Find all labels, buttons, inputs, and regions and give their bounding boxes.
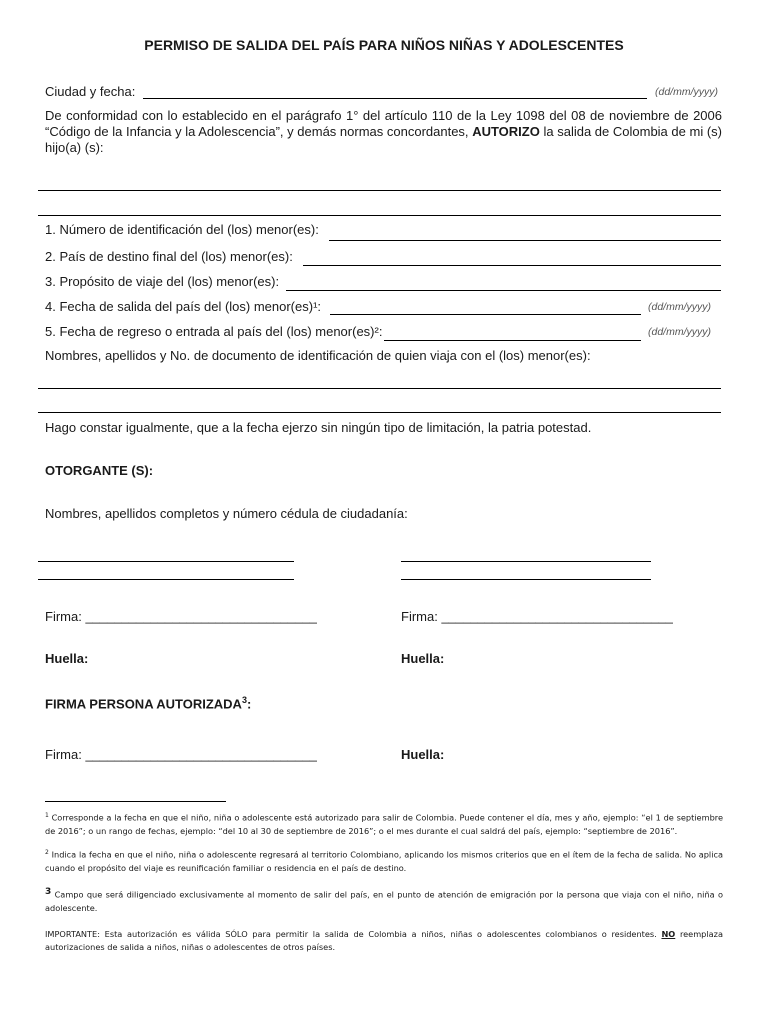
authorized-heading xyxy=(45,692,251,712)
field-5-input[interactable] xyxy=(384,340,641,341)
authorized-signature[interactable]: Firma: ________________________________ xyxy=(45,747,317,762)
companion-label: Nombres, apellidos y No. de documento de identificación de quien viaja con el (los) menor(es): xyxy=(45,348,591,363)
authorized-footnote-ref: 3 xyxy=(241,695,247,705)
field-5-label: 5. Fecha de regreso o entrada al país del (los) menor(es)²: xyxy=(45,324,383,339)
grantor-2-fingerprint: Huella: xyxy=(401,651,445,666)
footnote-1-number: 1 xyxy=(45,812,49,819)
intro-paragraph xyxy=(45,108,722,156)
grantor-2-name-line[interactable] xyxy=(401,561,651,562)
grantor-1-name-line[interactable] xyxy=(38,561,294,562)
page-title: PERMISO DE SALIDA DEL PAÍS PARA NIÑOS NIÑAS Y ADOLESCENTES xyxy=(144,37,624,53)
companion-line-2[interactable] xyxy=(38,412,721,413)
footnote-3-text: Campo que será diligenciado exclusivamente al momento de salir del país, en el punto de atención de emigración por la persona que viaja con el niño, niña o adolescente. xyxy=(45,889,723,913)
city-date-format-hint: (dd/mm/yyyy) xyxy=(655,86,718,98)
footnote-1 xyxy=(45,809,723,838)
grantor-2-signature[interactable]: Firma: ________________________________ xyxy=(401,609,673,624)
important-note xyxy=(45,928,723,954)
grantor-2-id-line[interactable] xyxy=(401,579,651,580)
footnote-2-text: Indica la fecha en que el niño, niña o adolescente regresará al territorio Colombiano, aplicando los mismos criterios que en el ítem de la fecha de salida. No aplica cuando el propósito del viaje es reunificación familiar o residencia en el país de destino. xyxy=(45,849,724,873)
authorized-heading-text: FIRMA PERSONA AUTORIZADA xyxy=(45,696,242,712)
footnote-3-number: 3 xyxy=(45,887,52,897)
important-text-1: Esta autorización es válida SÓLO para permitir la salida de Colombia a niños, niñas o adolescentes colombianos o residentes. xyxy=(104,929,657,939)
field-3-input[interactable] xyxy=(286,290,721,291)
field-5-format-hint: (dd/mm/yyyy) xyxy=(648,326,711,338)
important-no: NO xyxy=(661,929,676,939)
authorized-heading-colon: : xyxy=(246,696,252,712)
field-4-input[interactable] xyxy=(330,314,641,315)
custody-statement: Hago constar igualmente, que a la fecha ejerzo sin ningún tipo de limitación, la patria potestad. xyxy=(45,420,592,435)
field-2-input[interactable] xyxy=(303,265,721,266)
city-date-field[interactable] xyxy=(143,98,647,99)
field-1-input[interactable] xyxy=(329,240,721,241)
field-2-label: 2. País de destino final del (los) menor(es): xyxy=(45,249,293,264)
field-4-label: 4. Fecha de salida del país del (los) menor(es)¹: xyxy=(45,299,322,314)
field-4-format-hint: (dd/mm/yyyy) xyxy=(648,301,711,313)
footnote-2 xyxy=(45,846,723,875)
field-1-label: 1. Número de identificación del (los) menor(es): xyxy=(45,222,319,237)
intro-text-part2: la salida de Colombia de mi (s) hijo(a) (s): xyxy=(45,124,722,155)
field-3-label: 3. Propósito de viaje del (los) menor(es): xyxy=(45,274,280,289)
footnote-1-text: Corresponde a la fecha en que el niño, niña o adolescente está autorizado para salir de Colombia. Puede contener el día, mes y año, ejemplo: “el 1 de septiembre de 2016”; o un rango de fechas, ejemplo: “del 10 al 30 de septiembre de 2016”; o el mes durante el cual saldrá del país, ejemplo: “septiembre de 2016”. xyxy=(45,812,723,836)
important-text-2: reemplaza autorizaciones de salida a niños, niñas o adolescentes de otros países. xyxy=(45,929,723,952)
children-names-line-1[interactable] xyxy=(38,190,721,191)
children-names-line-2[interactable] xyxy=(38,215,721,216)
authorized-fingerprint: Huella: xyxy=(401,747,445,762)
grantor-1-fingerprint: Huella: xyxy=(45,651,89,666)
city-date-label: Ciudad y fecha: xyxy=(45,84,136,99)
footnote-3 xyxy=(45,886,723,915)
footnote-separator xyxy=(45,801,226,802)
grantor-names-label: Nombres, apellidos completos y número cédula de ciudadanía: xyxy=(45,506,408,521)
footnote-2-number: 2 xyxy=(45,849,49,856)
important-label: IMPORTANTE: xyxy=(45,929,100,939)
grantor-1-signature[interactable]: Firma: ________________________________ xyxy=(45,609,317,624)
grantor-1-id-line[interactable] xyxy=(38,579,294,580)
grantor-heading: OTORGANTE (S): xyxy=(45,463,154,478)
intro-text-part1: De conformidad con lo establecido en el parágrafo 1° del artículo 110 de la Ley 1098 del 08 de noviembre de 2006 “Código de la Infancia y la Adolescencia”, y demás normas concordantes, xyxy=(45,108,722,139)
companion-line-1[interactable] xyxy=(38,388,721,389)
intro-authorize-word: AUTORIZO xyxy=(472,124,540,139)
